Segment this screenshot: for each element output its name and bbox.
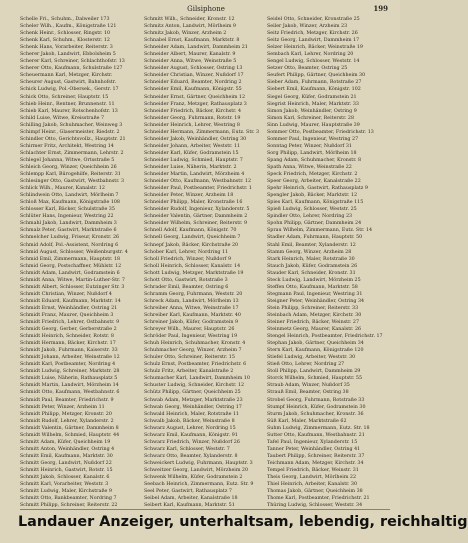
directory-entry: Sonntag Peter, Winzer, Nußdorf 31 [267, 143, 352, 149]
directory-entry: Sinn Ludwig, Maurer, Hauptstraße 39 [267, 122, 360, 128]
directory-entry: Schlegel Johanna, Witwe, Ortsstraße 5 [20, 157, 115, 163]
directory-entry: Schneider Friedrich, Bäcker, Kirchstr. 4 [144, 108, 242, 114]
directory-entry: Schneider Franz, Metzger, Rathausplatz 3 [144, 101, 247, 107]
directory-entry: Schrader Emil, Beamter, Ostring 6 [144, 284, 229, 290]
directory-entry: Schneider Paul, Postbeamter, Friedrichstr. 1 [144, 186, 252, 192]
directory-entry: Sutter Otto, Kaufmann, Westbahnstr. 21 [267, 432, 365, 438]
directory-entry: Schmidt Eduard, Kaufmann, Marktstr. 14 [20, 298, 121, 304]
directory-entry: Schlick Wilh., Maurer, Kanalstr. 12 [20, 186, 105, 192]
directory-entry: Schreiber Anna, Witwe, Weinstraße 17 [144, 305, 239, 311]
directory-entry: Schramm Georg, Fuhrmann, Weststr. 20 [144, 291, 243, 297]
directory-entry: Schmidt Paul, Beamter, Friedrichstr. 9 [20, 397, 114, 403]
directory-entry: Schmidt Karl, Postbeamter, Nordring 4 [20, 362, 116, 368]
directory-entry: Schmitt Emil, Kaufmann, Marktstr. 30 [20, 453, 113, 459]
directory-entry: Schleich Georg, Winzer, Queichheim 26 [20, 164, 117, 170]
directory-entry: Stumpf Heinrich, Küfer, Godramstein 30 [267, 404, 366, 410]
directory-entry: Schmidt Otto, Kaufmann, Westbahnstr. 6 [20, 390, 120, 396]
directory-entry: Schreyer Wilh., Maurer, Hauptstr. 26 [144, 327, 235, 333]
directory-entry: Schild Luise, Witwe, Kreisstraße 7 [20, 115, 105, 121]
directory-entry: Schmitt Otto, Bankbeamter, Nordring 7 [20, 496, 117, 502]
directory-entry: Scheler Wilh., Kaufm., Königstraße 121 [20, 24, 117, 30]
directory-entry: Spohn Philipp, Gärtner, Dammheim 24 [267, 221, 362, 227]
directory-entry: Schwenk Wilhelm, Küfer, Godramstein 2 [144, 475, 243, 481]
directory-entry: Spindler Otto, Lehrer, Nordring 23 [267, 214, 353, 220]
directory-entry: Taubert Philipp, Schreiner, Reiterstr. 37 [267, 453, 365, 459]
directory-entry: Tempel Friedrich, Bäcker, Weinstr. 31 [267, 468, 359, 473]
directory-entry: Tanner Peter, Weinhändler, Ostring 41 [267, 446, 361, 452]
directory-entry: Schwab Georg, Weinhändler, Ostring 17 [144, 404, 242, 410]
directory-entry: Schmidt Philipp, Metzger, Kronstr. 20 [20, 411, 112, 417]
directory-entry: Schneider Christian, Winzer, Nußdorf 17 [144, 73, 244, 79]
directory-entry: Storck Wilhelm, Schmied, Hauptstr. 55 [267, 376, 363, 382]
directory-entry: Schneider Martin, Landwirt, Mörzheim 4 [144, 172, 245, 178]
directory-entry: Teichmann Adam, Metzger, Kirchstr. 34 [267, 460, 364, 466]
directory-entry: Schwarz Friedrich, Winzer, Nußdorf 26 [144, 439, 240, 445]
directory-entry: Scherer Karl, Schreiner, Schlachthofstr. 13 [20, 59, 125, 65]
directory-entry: Spieß Ludwig, Schlosser, Weststr. 25 [267, 207, 357, 213]
directory-column-1 [20, 16, 140, 510]
directory-entry: Schneider Luise, Näherin, Marktstr. 2 [144, 164, 237, 170]
directory-entry: Scheuermann Karl, Metzger, Kirchstr. [20, 73, 113, 79]
directory-entry: Schneider Anna, Witwe, Weinstraße 5 [144, 59, 237, 65]
page-number: 199 [373, 4, 388, 13]
directory-entry: Stegmann Paul, Ingenieur, Westring 31 [267, 291, 363, 297]
directory-entry: Steiner Friedrich, Bäcker, Weinstr. 27 [267, 320, 359, 326]
directory-entry: Seibel Adam, Arbeiter, Kanalstraße 18 [144, 496, 238, 502]
directory-entry: Setzer Otto, Beamter, Ostring 25 [267, 66, 348, 72]
directory-entry: Schott Ludwig, Metzger, Marktstraße 19 [144, 270, 244, 276]
directory-entry: Stephan Jakob, Gärtner, Queichheim 34 [267, 341, 364, 347]
directory-entry: Schieb Karl, Maurer, Rotschenhofstr. 13 [20, 108, 118, 114]
directory-entry: Strobel Georg, Fuhrmann, Rotstraße 33 [267, 397, 365, 403]
directory-entry: Tafel Paul, Ingenieur, Xylanderstr. 15 [267, 439, 358, 445]
directory-entry: Schmitt Anton, Weinhändler, Ostring 4 [20, 446, 115, 452]
directory-entry: Schmid Georg, Postschaffner, Mühlstr. 12 [20, 263, 122, 269]
directory-entry: Schnell Georg, Landwirt, Queichheim 7 [144, 235, 241, 241]
directory-entry: Schneider Albert, Maurer, Kanalstr. 9 [144, 52, 236, 58]
directory-entry: Schmitt Ludwig, Maler, Kirchstraße 9 [20, 489, 112, 495]
directory-entry: Stengel Heinrich, Postbeamter, Friedrichstr. 17 [267, 334, 383, 340]
directory-entry: Siegrist Heinrich, Maler, Marktstr. 33 [267, 101, 359, 107]
directory-entry: Schwarz Otto, Beamter, Xylanderstr. 8 [144, 453, 238, 459]
directory-entry: Stiefel Ludwig, Arbeiter, Weststr. 30 [267, 355, 356, 361]
directory-entry: Thomas Jakob, Gärtner, Queichheim 38 [267, 489, 363, 495]
directory-entry: Schmidt Johann, Arbeiter, Weinstraße 12 [20, 355, 120, 361]
directory-entry: Schindler Otto, Gerichtsvollz., Hauptstr. 21 [20, 136, 126, 142]
directory-entry: Schuh Heinrich, Schuhmacher, Kronstr. 4 [144, 341, 246, 347]
directory-entry: Schlosser Karl, Bäcker, Schulstraße 35 [20, 207, 115, 213]
directory-entry: Schmidt Franz, Maurer, Queichheim 3 [20, 312, 114, 318]
directory-entry: Seel Peter, Gastwirt, Rathausplatz 7 [144, 489, 232, 495]
directory-entry: Schuhmacher Georg, Winzer, Arzheim 7 [144, 348, 242, 354]
directory-entry: Sengel Ludwig, Schlosser, Weststr. 14 [267, 59, 360, 65]
directory-entry: Schlindwein Otto, Landwirt, Mörlheim 7 [20, 193, 119, 199]
directory-entry: Schneider Eduard, Beamter, Nordring 2 [144, 80, 242, 86]
directory-entry: Schneider Otto, Kaufmann, Westbahnstr. 12 [144, 179, 252, 185]
directory-entry: Suhm Ludwig, Zimmermann, Eutz. Str. 18 [267, 425, 370, 431]
directory-entry: Schütz Philipp, Gärtner, Queichheim 25 [144, 390, 241, 396]
directory-column-2 [144, 16, 264, 510]
directory-entry: Schott Otto, Gastwirt, Rotstraße 3 [144, 277, 228, 283]
directory-entry: Schumacher Karl, Landwirt, Dammheim 10 [144, 376, 250, 382]
directory-entry: Schenk Hans, Vorarbeiter, Reiterstr. 3 [20, 45, 113, 51]
directory-entry: Simon Jakob, Weinhändler, Ostring 9 [267, 108, 357, 114]
directory-entry: Schmidt Jakob, Fuhrmann, Kaiserstr. 33 [20, 348, 118, 354]
directory-entry: Schloß Max, Kaufmann, Königstraße 108 [20, 200, 120, 206]
directory-entry: Schlachter Ernst, Zimmermann, Lehrstr. 2 [20, 150, 124, 156]
directory-entry: Schmitt Philipp, Schreiner, Reiterstr. 22 [20, 503, 118, 509]
directory-entry: Schmidt Wilhelm, Schmied, Hauptstr. 44 [20, 432, 120, 438]
directory-entry: Schirmer Fritz, Architekt, Westring 14 [20, 143, 114, 149]
directory-entry: Schenk Karl, Schuhm., Klosterstr. 12 [20, 38, 110, 44]
directory-entry: Schmitt Heinrich, Gastwirt, Rotstr. 15 [20, 468, 113, 473]
directory-entry: Schwalb Jakob, Bäcker, Weinstraße 8 [144, 418, 235, 424]
directory-entry: Schwarz August, Lehrer, Nordring 15 [144, 425, 236, 431]
directory-entry: Schneider Hermann, Zimmermann, Eutz. Str. 3 [144, 129, 260, 135]
directory-entry: Schmidt Ernst, Weinhändler, Ostring 21 [20, 305, 118, 311]
directory-entry: Schmidt Ludwig, Schreiner, Marktstr. 28 [20, 369, 120, 375]
directory-entry: Simon Karl, Schreiner, Reiterstr. 28 [267, 115, 355, 121]
directory-entry: Siegel Georg, Küfer, Godramstein 21 [267, 94, 357, 100]
directory-entry: Siebert Emil, Kaufmann, Königstr. 102 [267, 87, 361, 93]
directory-entry: Schneider Jakob, Weinhändler, Ostring 30 [144, 136, 247, 142]
directory-entry: Schwald Heinrich, Maler, Rotstraße 11 [144, 411, 240, 417]
directory-entry: Schneider Georg, Fuhrmann, Rotstr. 19 [144, 115, 241, 121]
directory-entry: Sieber Adam, Fuhrmann, Rotstraße 27 [267, 80, 362, 86]
directory-entry: Schnell Adolf, Kaufmann, Königstr. 70 [144, 228, 237, 234]
directory-entry: Schneider Emil, Kaufmann, Königstr. 55 [144, 87, 242, 93]
directory-entry: Spengler Jakob, Bäcker, Marktstr. 12 [267, 193, 358, 199]
directory-entry: Spies Karl, Kaufmann, Königstraße 115 [267, 200, 364, 206]
directory-entry: Sommer Paul, Ingenieur, Westring 27 [267, 136, 359, 142]
directory-entry: Selzer Heinrich, Bäcker, Weinstraße 19 [267, 45, 363, 51]
directory-entry: Schneider Peter, Winzer, Arzheim 18 [144, 193, 234, 199]
advertisement-banner: Landauer Anzeiger, unterhaltsam, lebendig, reichhaltig [18, 514, 468, 530]
directory-entry: Schmitz Anton, Landwirt, Mörlheim 9 [144, 24, 236, 30]
directory-entry: Speer Georg, Arbeiter, Kanalstraße 22 [267, 179, 361, 185]
directory-entry: Schwarz Emil, Kaufmann, Königstr. 91 [144, 432, 238, 438]
directory-entry: Seitz Friedrich, Metzger, Kirchstr. 26 [267, 31, 358, 37]
directory-entry: Süß Karl, Maler, Marktstraße 62 [267, 418, 347, 424]
directory-entry: Schneider Rudolf, Ingenieur, Xylanderstr. 5 [144, 207, 250, 213]
directory-entry: Schelle Fri., Schuhm., Dalweiler 173 [20, 17, 110, 22]
directory-entry: Schmidt Albert, Schlosser, Eutzinger Str. 3 [20, 284, 125, 290]
directory-entry: Stieß Otto, Lehrer, Nordring 27 [267, 362, 345, 368]
directory-entry: Schmidt Friedrich, Lehrer, Ostbahnstr. 9 [20, 320, 120, 326]
directory-entry: Theis Georg, Landwirt, Mörlheim 22 [267, 475, 357, 481]
directory-entry: Steffen Otto, Kaufmann, Marktstr. 58 [267, 284, 358, 290]
directory-entry: Schmidt Heinrich, Schneider, Rotstr. 8 [20, 334, 114, 340]
directory-entry: Schmid August, Schlosser, Weißenburgstr. 4 [20, 249, 128, 255]
directory-entry: Schröder Paul, Ingenieur, Westring 19 [144, 334, 238, 340]
directory-entry: Schwarz Karl, Schlosser, Weststr. 7 [144, 446, 230, 452]
directory-entry: Stauder Karl, Schneider, Kronstr. 31 [267, 270, 356, 276]
directory-entry: Schmelcher Ludwig, Friseur, Kronstr. 26 [20, 235, 120, 241]
directory-entry: Seebach Heinrich, Zimmermann, Eutz. Str. 9 [144, 482, 254, 488]
directory-column-3 [267, 16, 391, 510]
directory-entry: Schlüter Hans, Ingenieur, Westring 22 [20, 214, 114, 220]
directory-entry: Stein Philipp, Schreiner, Reiterstr. 33 [267, 305, 359, 311]
directory-entry: Schmidt Christian, Winzer, Nußdorf 4 [20, 291, 112, 297]
directory-entry: Schmitz Jakob, Winzer, Arzheim 2 [144, 31, 227, 37]
directory-entry: Strauß Emil, Beamter, Ostring 38 [267, 390, 349, 396]
directory-entry: Stadler Adam, Fuhrmann, Hauptstr. 50 [267, 235, 363, 241]
directory-entry: Stahl Emil, Beamter, Xylanderstr. 12 [267, 242, 356, 248]
directory-entry: Steinbach Adam, Metzger, Kirchstr. 30 [267, 312, 362, 318]
directory-entry: Schmitt Georg, Landwirt, Nußdorf 22 [20, 460, 112, 466]
directory-entry: Schuster Ludwig, Schneider, Kirchstr. 12 [144, 383, 245, 389]
directory-entry: Spehr Heinrich, Gastwirt, Rathausplatz 9 [267, 186, 368, 192]
directory-entry: Schuler Otto, Schreiner, Reiterstr. 15 [144, 355, 235, 361]
directory-entry: Schmitt Adam, Küfer, Queichheim 19 [20, 439, 111, 445]
directory-entry: Schweickert Ludwig, Fuhrmann, Hauptstr. 3 [144, 460, 253, 466]
directory-entry: Sommer Otto, Postbeamter, Friedrichstr. 13 [267, 129, 374, 135]
directory-entry: Stark Heinrich, Maler, Rotstraße 30 [267, 256, 355, 262]
directory-entry: Seidel Otto, Schneider, Kronstraße 25 [267, 17, 360, 22]
directory-entry: Scheurer August, Gastwirt, Bahnhofstr. [20, 80, 117, 86]
directory-entry: Schmalz Peter, Gastwirt, Marktstraße 6 [20, 228, 117, 234]
directory-entry: Scholl Friedrich, Winzer, Nußdorf 9 [144, 256, 232, 262]
directory-entry: Thome Karl, Postbeamter, Friedrichstr. 21 [267, 496, 370, 502]
directory-entry: Sorg Philipp, Landwirt, Mörlheim 18 [267, 150, 357, 156]
directory-entry: Schneider Valentin, Gärtner, Dammheim 2 [144, 214, 248, 220]
directory-entry: Schick Otto, Schreiner, Hauptstr. 15 [20, 94, 109, 100]
directory-entry: Schneider Philipp, Maler, Kronstraße 16 [144, 200, 243, 206]
directory-entry: Schwab Adam, Metzger, Marktstraße 23 [144, 397, 243, 403]
directory-entry: Schneider Ludwig, Schmied, Hauptstr. 7 [144, 157, 243, 163]
directory-entry: Schober Karl, Lehrer, Nordring 11 [144, 249, 229, 255]
directory-entry: Scherer Jakob, Landwirt, Ebbolsheim 5 [20, 52, 116, 58]
directory-entry: Schreck Adam, Landwirt, Mörlheim 13 [144, 298, 239, 304]
directory-entry: Sturm Jakob, Schuhmacher, Kronstr. 36 [267, 411, 364, 417]
directory-entry: Schilling Jakob, Schuhmacher, Weinweg 3 [20, 122, 123, 128]
directory-entry: Straub Adam, Winzer, Nußdorf 35 [267, 383, 350, 389]
directory-entry: Schreiner Jakob, Küfer, Godramstein 9 [144, 320, 239, 326]
directory-entry: Stauch Jakob, Küfer, Godramstein 26 [267, 263, 358, 269]
directory-entry: Sembach Karl, Lehrer, Nordring 20 [267, 52, 354, 58]
directory-entry: Schlesinger Otto, Gastwirt, Westbahnstr. 3 [20, 179, 125, 185]
directory-entry: Schulz Fritz, Arbeiter, Kanalstraße 2 [144, 369, 234, 375]
directory-entry: Seitz Georg, Landwirt, Dammheim 17 [267, 38, 360, 44]
directory-entry: Schmid Emil, Zimmermann, Hauptstr. 18 [20, 256, 121, 262]
directory-entry: Schnabel Ernst, Kaufmann, Marktstr. 8 [144, 38, 240, 44]
directory-entry: Schmitt Wilh., Schneider, Kronstr. 12 [144, 17, 235, 22]
running-title: Gilsiphone [187, 5, 225, 13]
directory-entry: Schimpf Heinr., Glasermeister, Riedstr. 2 [20, 129, 120, 135]
directory-entry: Thüring Ludwig, Schlosser, Weststr. 34 [267, 503, 363, 509]
directory-entry: Schneider Karl, Küfer, Godramstein 15 [144, 150, 239, 156]
directory-entry: Steinmetz Georg, Maurer, Kanalstr. 26 [267, 327, 362, 333]
directory-entry: Schmitt Jakob, Schlosser, Kanalstr. 6 [20, 475, 110, 481]
directory-entry: Seibert Karl, Kaufmann, Marktstr. 51 [144, 503, 235, 509]
directory-entry: Schneider Wilhelm, Schreiner, Reiterstr. 9 [144, 221, 247, 227]
directory-entry: Schnepf Jakob, Bäcker, Kirchstraße 20 [144, 242, 239, 248]
directory-entry: Schlempp Karl, Bürogehilfe, Reiterstr. 31 [20, 172, 121, 178]
directory-entry: Schmahl Jakob, Landwirt, Dammheim 3 [20, 221, 117, 227]
directory-entry: Schick Ludwig, Pol.-Obersek., Gerstr. 17 [20, 87, 119, 93]
directory-entry: Speck Friedrich, Metzger, Kirchstr. 2 [267, 172, 358, 178]
directory-entry: Schreiber Karl, Kaufmann, Marktstr. 40 [144, 312, 241, 318]
directory-entry: Schieb Heinr., Rentner, Brunnenstr. 11 [20, 101, 115, 107]
directory-entry: Spang Adam, Schuhmacher, Kronstr. 8 [267, 157, 362, 163]
directory-entry: Schweitzer Georg, Landwirt, Mörzheim 20 [144, 468, 248, 473]
directory-entry: Schenk Heinr., Schlosser, Ringstr. 10 [20, 31, 111, 37]
directory-entry: Spath Anna, Witwe, Weinstraße 22 [267, 164, 352, 170]
directory-entry: Scholl Heinrich, Schlosser, Kanalstr. 14 [144, 263, 241, 269]
directory-entry: Schneider Ernst, Gärtner, Queichheim 12 [144, 94, 246, 100]
directory-entry: Schmidt Rudolf, Lehrer, Xylanderstr. 2 [20, 418, 114, 424]
directory-entry: Sprau Wilhelm, Zimmermann, Eutz. Str. 14 [267, 228, 373, 234]
directory-entry: Schneider Adam, Landwirt, Dammheim 21 [144, 45, 248, 51]
directory-entry: Schmidt Luise, Näherin, Rathausplatz 5 [20, 376, 118, 382]
directory-entry: Schmidt Peter, Winzer, Arzheim 11 [20, 404, 105, 410]
directory-entry: Seufert Philipp, Gärtner, Queichheim 30 [267, 73, 366, 79]
directory-entry: Schmidt Martin, Landwirt, Mörzheim 14 [20, 383, 119, 389]
directory-entry: Thiel Heinrich, Arbeiter, Kanalstr. 30 [267, 482, 358, 488]
directory-entry: Stoll Philipp, Landwirt, Dammheim 29 [267, 369, 361, 375]
directory-entry: Schmidt Anna, Witwe, Martin-Luther-Str. 7 [20, 277, 125, 283]
directory-entry: Scherer Otto, Kaufmann, Schulstraße 127 [20, 66, 123, 72]
directory-entry: Steck Ludwig, Landwirt, Mörzheim 25 [267, 277, 361, 283]
directory-entry: Schmidt Valentin, Gärtner, Dammheim 8 [20, 425, 119, 431]
directory-entry: Schmidt Hermann, Bäcker, Kirchstr. 17 [20, 341, 116, 347]
directory-entry: Schneider Johann, Arbeiter, Weststr. 11 [144, 143, 241, 149]
directory-entry: Steigner Peter, Weinhändler, Ostring 34 [267, 298, 365, 304]
directory-entry: Schmidt Georg, Gerber, Gerberstraße 2 [20, 327, 117, 333]
directory-entry: Stern Karl, Kaufmann, Königstraße 120 [267, 348, 364, 354]
directory-entry: Schmitt Karl, Vorarbeiter, Weststr. 3 [20, 482, 109, 488]
directory-entry: Seiler Jakob, Winzer, Arzheim 23 [267, 24, 348, 30]
directory-entry: Schneider August, Schlosser, Ostring 13 [144, 66, 243, 72]
directory-entry: Stamm Georg, Winzer, Arzheim 28 [267, 249, 352, 255]
directory-entry: Schulz Ernst, Postbeamter, Friedrichstr. 6 [144, 362, 247, 368]
page-header [20, 3, 392, 15]
directory-entry: Schneider Heinrich, Lehrer, Westring 8 [144, 122, 240, 128]
directory-entry: Schmidt Adam, Landwirt, Godramstein 6 [20, 270, 120, 276]
directory-entry: Schmid Adolf, Pol.-Assistent, Nordring 6 [20, 242, 119, 248]
